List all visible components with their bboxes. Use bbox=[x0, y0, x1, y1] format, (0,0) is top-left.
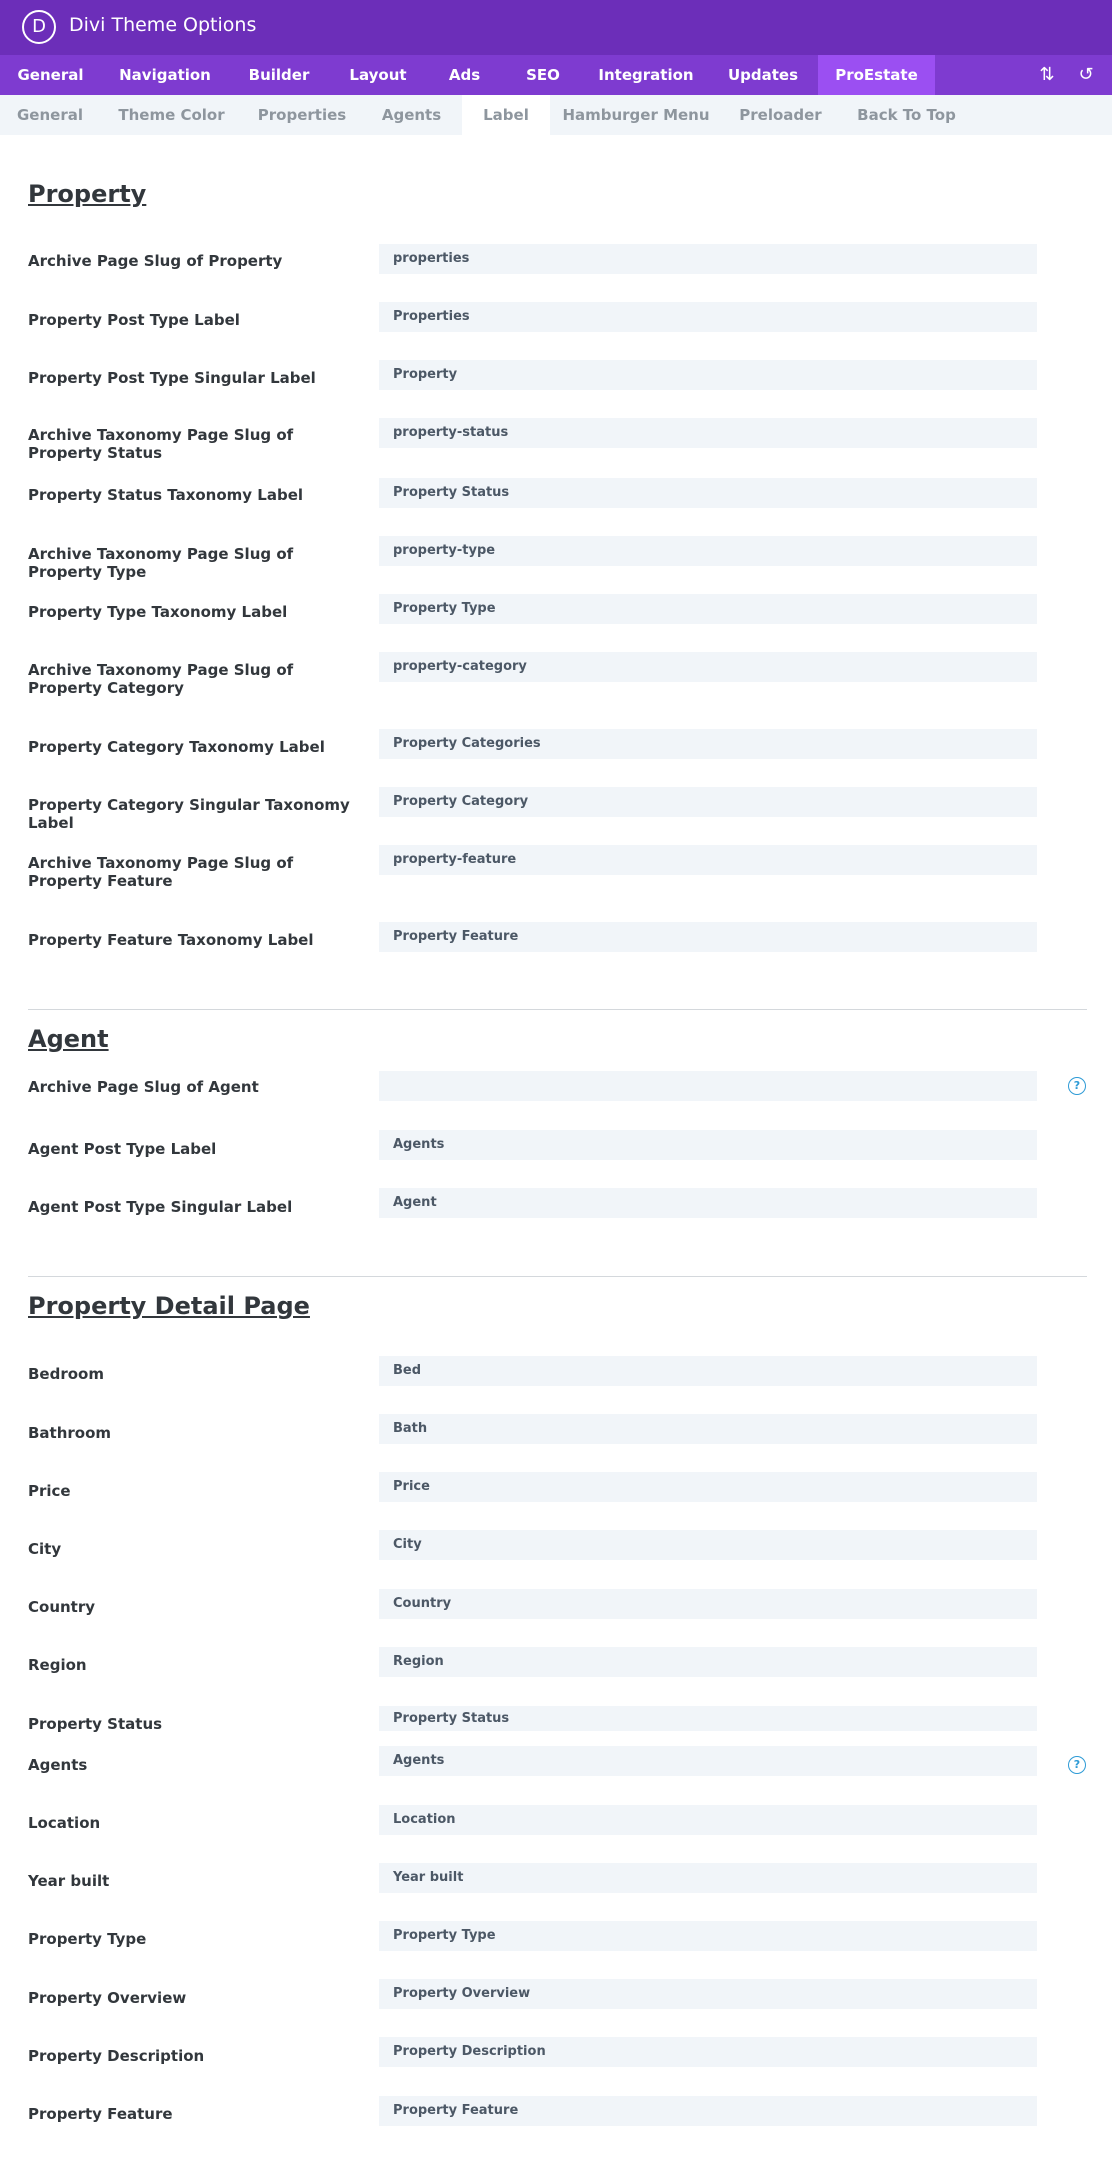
text-field[interactable]: Bath bbox=[379, 1414, 1037, 1444]
text-field[interactable]: property-status bbox=[379, 418, 1037, 448]
subtab-theme-color[interactable]: Theme Color bbox=[118, 106, 225, 124]
text-field[interactable]: Property Feature bbox=[379, 2096, 1037, 2126]
sort-arrows-icon[interactable]: ⇅ bbox=[1039, 64, 1055, 85]
undo-icon[interactable]: ↺ bbox=[1078, 64, 1094, 85]
tab-integration[interactable]: Integration bbox=[598, 66, 694, 84]
text-field[interactable]: Property Status bbox=[379, 478, 1037, 508]
field-label: Property Post Type Singular Label bbox=[28, 369, 316, 387]
text-field[interactable]: Property Feature bbox=[379, 922, 1037, 952]
text-field[interactable]: Location bbox=[379, 1805, 1037, 1835]
field-label: Property Status Taxonomy Label bbox=[28, 486, 304, 504]
text-field[interactable]: Bed bbox=[379, 1356, 1037, 1386]
text-field[interactable]: properties bbox=[379, 244, 1037, 274]
text-field[interactable]: Region bbox=[379, 1647, 1037, 1677]
text-field[interactable]: Property Category bbox=[379, 787, 1037, 817]
field-label: Agent Post Type Label bbox=[28, 1140, 217, 1158]
field-label: Archive Taxonomy Page Slug of Property Category bbox=[28, 661, 294, 697]
field-label: Country bbox=[28, 1598, 96, 1616]
subtab-hamburger-menu[interactable]: Hamburger Menu bbox=[562, 106, 710, 124]
clipped-field-wrapper bbox=[379, 1086, 1037, 1101]
section-title-agent: Agent bbox=[28, 1025, 109, 1053]
field-label: Bedroom bbox=[28, 1365, 104, 1383]
tab-seo[interactable]: SEO bbox=[526, 66, 560, 84]
theme-options-header bbox=[0, 0, 1112, 55]
section-title-property-detail: Property Detail Page bbox=[28, 1292, 310, 1320]
clipped-label-wrapper bbox=[28, 426, 358, 462]
main-tabs bbox=[0, 55, 1112, 95]
text-field[interactable] bbox=[379, 1071, 1037, 1101]
text-field[interactable]: Country bbox=[379, 1589, 1037, 1619]
field-label: Property Description bbox=[28, 2047, 205, 2065]
text-field[interactable]: Agent bbox=[379, 1188, 1037, 1218]
section-title-property: Property bbox=[28, 180, 147, 208]
section-divider bbox=[28, 1009, 1087, 1010]
help-icon[interactable]: ? bbox=[1068, 1756, 1086, 1774]
tab-proestate[interactable]: ProEstate bbox=[818, 55, 935, 95]
text-field[interactable]: Property Type bbox=[379, 1921, 1037, 1951]
text-field[interactable]: Agents bbox=[379, 1130, 1037, 1160]
text-field[interactable]: Properties bbox=[379, 302, 1037, 332]
field-label: Property Category Singular Taxonomy Label bbox=[28, 796, 350, 832]
text-field[interactable]: property-category bbox=[379, 652, 1037, 682]
app-title: Divi Theme Options bbox=[69, 14, 257, 36]
field-label: Agent Post Type Singular Label bbox=[28, 1198, 293, 1216]
text-field[interactable]: City bbox=[379, 1530, 1037, 1560]
field-label: Property Type Taxonomy Label bbox=[28, 603, 288, 621]
field-label: Year built bbox=[28, 1872, 110, 1890]
field-label: Bathroom bbox=[28, 1424, 112, 1442]
subtab-general[interactable]: General bbox=[17, 106, 83, 124]
sub-tabs bbox=[0, 95, 1112, 135]
subtab-properties[interactable]: Properties bbox=[257, 106, 347, 124]
subtab-label[interactable]: Label bbox=[462, 95, 550, 135]
subtab-back-to-top[interactable]: Back To Top bbox=[857, 106, 956, 124]
field-label: Property Type bbox=[28, 1930, 147, 1948]
field-label: Property Feature bbox=[28, 2105, 173, 2123]
text-field[interactable]: Property bbox=[379, 360, 1037, 390]
field-label: City bbox=[28, 1540, 62, 1558]
text-field[interactable]: property-type bbox=[379, 536, 1037, 566]
field-label: Agents bbox=[28, 1756, 88, 1774]
text-field[interactable]: Property Type bbox=[379, 594, 1037, 624]
field-label: Property Overview bbox=[28, 1989, 187, 2007]
tab-navigation[interactable]: Navigation bbox=[119, 66, 211, 84]
clipped-label-wrapper bbox=[28, 1078, 358, 1101]
tab-builder[interactable]: Builder bbox=[248, 66, 310, 84]
tab-general[interactable]: General bbox=[17, 66, 84, 84]
field-label: Archive Taxonomy Page Slug of Property Feature bbox=[28, 854, 294, 890]
field-label: Property Status bbox=[28, 1715, 163, 1733]
field-label: Property Post Type Label bbox=[28, 311, 240, 329]
tab-ads[interactable]: Ads bbox=[448, 66, 481, 84]
text-field[interactable]: Property Overview bbox=[379, 1979, 1037, 2009]
tab-updates[interactable]: Updates bbox=[727, 66, 799, 84]
text-field[interactable]: Property Status bbox=[379, 1706, 1037, 1731]
field-label: Property Feature Taxonomy Label bbox=[28, 931, 314, 949]
help-icon[interactable]: ? bbox=[1068, 1077, 1086, 1095]
tab-layout[interactable]: Layout bbox=[349, 66, 407, 84]
text-field[interactable]: Property Description bbox=[379, 2037, 1037, 2067]
field-label: Region bbox=[28, 1656, 87, 1674]
text-field[interactable]: Year built bbox=[379, 1863, 1037, 1893]
section-divider bbox=[28, 1276, 1087, 1277]
text-field[interactable]: Agents bbox=[379, 1746, 1037, 1776]
field-label: Property Category Taxonomy Label bbox=[28, 738, 325, 756]
field-label: Archive Taxonomy Page Slug of Property Status bbox=[28, 426, 294, 462]
divi-logo: D bbox=[22, 10, 56, 44]
subtab-preloader[interactable]: Preloader bbox=[739, 106, 822, 124]
field-label: Location bbox=[28, 1814, 101, 1832]
clipped-help-wrapper bbox=[1066, 1079, 1088, 1101]
field-label: Archive Page Slug of Agent bbox=[28, 1078, 259, 1096]
field-label: Archive Taxonomy Page Slug of Property Type bbox=[28, 545, 294, 581]
field-label: Archive Page Slug of Property bbox=[28, 252, 283, 270]
field-label: Price bbox=[28, 1482, 71, 1500]
subtab-agents[interactable]: Agents bbox=[381, 106, 442, 124]
text-field[interactable]: Price bbox=[379, 1472, 1037, 1502]
text-field[interactable]: Property Categories bbox=[379, 729, 1037, 759]
text-field[interactable]: property-feature bbox=[379, 845, 1037, 875]
